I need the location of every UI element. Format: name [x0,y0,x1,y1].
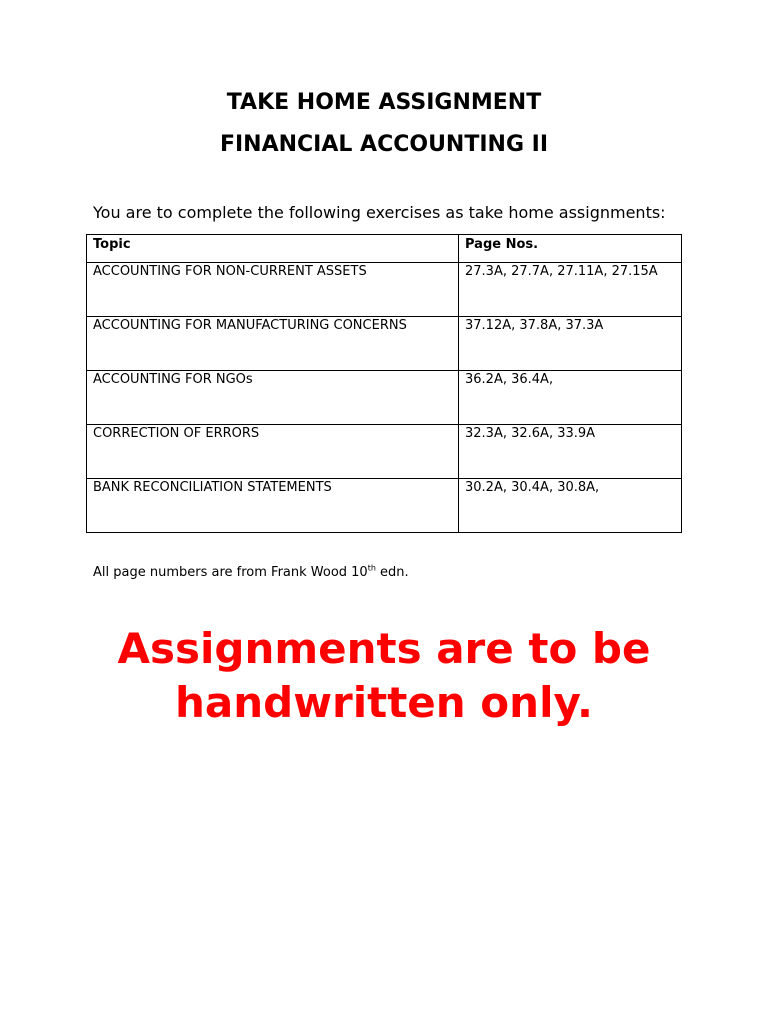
warning-line-1: Assignments are to be [117,624,651,673]
topic-cell: CORRECTION OF ERRORS [87,425,459,479]
table-row [87,425,682,479]
table-row [87,371,682,425]
note-superscript: th [367,563,376,573]
topic-cell: ACCOUNTING FOR NON-CURRENT ASSETS [87,263,459,317]
pages-cell: 27.3A, 27.7A, 27.11A, 27.15A [459,263,682,317]
table-row [87,479,682,533]
note-prefix: All page numbers are from Frank Wood 10 [93,565,368,580]
topic-cell: ACCOUNTING FOR NGOs [87,371,459,425]
topic-cell: BANK RECONCILIATION STATEMENTS [87,479,459,533]
header-topic: Topic [87,235,459,263]
pages-cell: 36.2A, 36.4A, [459,371,682,425]
table-header-row [87,235,682,263]
table-row [87,317,682,371]
note-suffix: edn. [375,565,409,580]
warning-line-2: handwritten only. [175,678,593,727]
document-subtitle: FINANCIAL ACCOUNTING II [219,132,549,157]
pages-cell: 32.3A, 32.6A, 33.9A [459,425,682,479]
document-title: TAKE HOME ASSIGNMENT [226,90,542,115]
header-page-nos: Page Nos. [459,235,682,263]
handwritten-warning [0,622,768,730]
source-note [93,564,409,582]
pages-cell: 37.12A, 37.8A, 37.3A [459,317,682,371]
table-row [87,263,682,317]
assignment-table [86,234,682,533]
intro-text: You are to complete the following exercises as take home assignments: [93,203,666,222]
pages-cell: 30.2A, 30.4A, 30.8A, [459,479,682,533]
topic-cell: ACCOUNTING FOR MANUFACTURING CONCERNS [87,317,459,371]
